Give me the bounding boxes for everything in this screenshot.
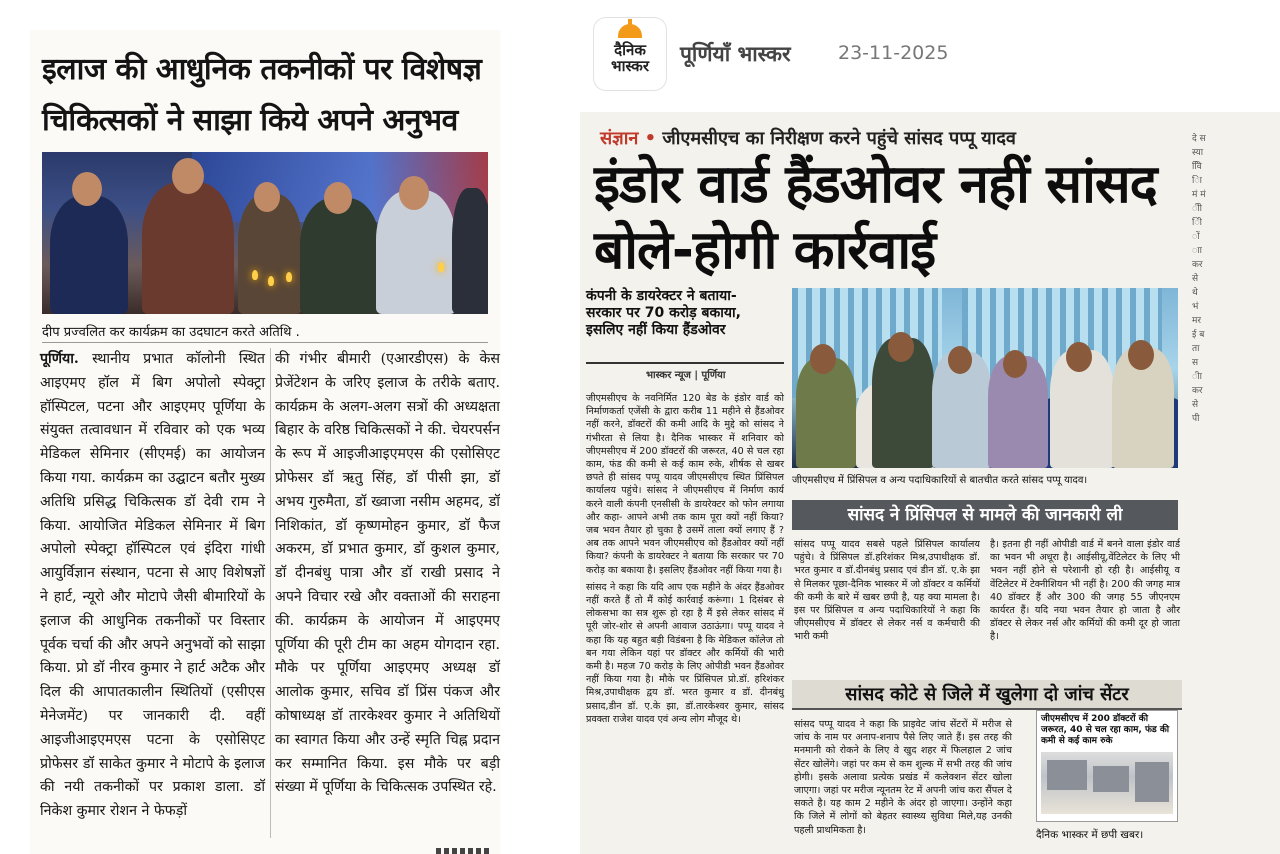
photo-person-head <box>324 182 352 214</box>
photo-person <box>238 194 302 314</box>
kicker-text: जीएमसीएच का निरीक्षण करने पहुंचे सांसद पप्पू यादव <box>656 128 1016 149</box>
photo-person-head <box>1003 350 1027 378</box>
photo-person-head <box>888 332 914 362</box>
article-paragraph: जीएमसीएच के नवनिर्मित 120 बेड के इंडोर वार्ड को निर्माणकर्ता एजेंसी के द्वारा करीब 11 महीने से हैंडओवर नहीं करने, डॉक्टरों की कमी आदि के मुद्दे को सांसद ने गंभीरता से लिया है। दैनिक भास्कर में शनिवार को जीएमसीएच में 200 डॉक्टरों की जरूरत, 40 से चल रहा काम, फंड की कमी से कई काम रुके, शीर्षक से खबर छपते ही सांसद पप्पू यादव जीएमसीएच स्थित प्रिंसिपल कार्यालय पहुंचे। सांसद ने जीएमसीएच में निर्माण कार्य करने वाली कंपनी एनसीसी के डायरेक्टर को फोन लगाया और कहा- आपने अभी तक काम पूरा क्यों नहीं किया? जब भवन तैयार हो चुका है उसमें ताला क्यों लगाए हैं ? अब तक आपने भवन जीएमसीएच को हैंडओवर क्यों नहीं किया? कंपनी के डायरेक्टर ने बताया कि सरकार पर 70 करोड़ का बकाया है। इसलिए हैंडओवर नहीं किया गया है। <box>586 393 784 576</box>
photo-person <box>452 188 488 314</box>
left-article-column-1 <box>40 348 265 824</box>
photo-person-head <box>172 158 204 194</box>
photo-person-head <box>399 176 429 210</box>
lamp-lighting-photo <box>42 152 488 314</box>
previous-article-inset <box>1036 710 1178 822</box>
photo-person-head <box>72 172 102 206</box>
lamp-flame <box>438 262 444 272</box>
footer-mark <box>436 848 491 854</box>
logo-text-line: भास्कर <box>611 57 649 75</box>
kicker-place: संज्ञान • <box>600 128 657 149</box>
deck-subheadline: कंपनी के डायरेक्टर ने बताया-सरकार पर 70 करोड़ बकाया, इसलिए नहीं किया हैंडओवर <box>586 288 741 338</box>
photo-person-head <box>1066 342 1092 372</box>
left-photo-caption: दीप प्रज्वलित कर कार्यक्रम का उदघाटन करते अतिथि . <box>42 325 300 340</box>
inset-image-block <box>1093 766 1129 792</box>
main-headline: इंडोर वार्ड हैंडओवर नहीं सांसद बोले-होगी कार्रवाई <box>594 154 1157 281</box>
photo-person-head <box>254 182 280 212</box>
section-subhead: सांसद कोटे से जिले में खुलेगा दो जांच सेंटर <box>792 680 1182 710</box>
right-news-clipping <box>580 0 1280 854</box>
left-news-clipping <box>30 30 500 854</box>
inset-image-block <box>1047 760 1087 790</box>
kicker <box>600 126 1016 150</box>
photo-person-head <box>1128 340 1154 370</box>
article-text: स्थानीय प्रभात कॉलोनी स्थित आइएमए हॉल में बिग अपोलो स्पेक्ट्रा हॉस्पिटल, पटना और आइएमए पूर्णिया के संयुक्त तत्वावधान में रविवार को एक भव्य मेडिकल सेमिनार (सीएमई) का आयोजन किया गया. कार्यक्रम का उद्घाटन बतौर मुख्य अतिथि प्रसिद्ध चिकित्सक डॉ देवी राम ने किया. आयोजित मेडिकल सेमिनार में बिग अपोलो स्पेक्ट्रा हॉस्पिटल एवं इंदिरा गांधी आयुर्विज्ञान संस्थान, पटना से आए विशेषज्ञों ने हार्ट, न्यूरो और मोटापे जैसी बीमारियों के इलाज की आधुनिक तकनीकों पर विस्तार पूर्वक चर्चा की और अपने अनुभवों को साझा किया. प्रो डॉ नीरव कुमार ने हार्ट अटैक और दिल की आपातकालीन स्थितियों (एसीएस मेनेजमेंट) पर जानकारी दी. वहीं आइजीआइएमएस पटना के एसोसिएट प्रोफेसर डॉ साकेत कुमार ने मोटापे के इलाज की नयी तकनीकों पर प्रकाश डाला. डॉ निकेश कुमार रोशन ने फेफड़ों <box>40 351 265 820</box>
sun-icon <box>618 24 642 38</box>
section-subhead: सांसद ने प्रिंसिपल से मामले की जानकारी ली <box>792 500 1178 530</box>
logo-text <box>594 42 666 74</box>
caption-divider <box>42 342 488 343</box>
photo-person-head <box>948 346 972 374</box>
inset-image <box>1041 752 1173 814</box>
logo-text-line: दैनिक <box>614 41 646 59</box>
right-photo-caption: जीएमसीएच में प्रिंसिपल व अन्य पदाधिकारियों से बातचीत करते सांसद पप्पू यादव। <box>792 475 1088 486</box>
deck-divider <box>586 362 784 364</box>
photo-person <box>796 358 856 468</box>
left-headline: इलाज की आधुनिक तकनीकों पर विशेषज्ञ चिकित्सकों ने साझा किये अपने अनुभव <box>42 52 482 138</box>
article-paragraph: सांसद ने कहा कि यदि आप एक महीने के अंदर हैंडओवर नहीं करते हैं तो मैं कोई कार्रवाई करूंगा। 1 दिसंबर से लोकसभा का सत्र शुरू हो रहा है मैं इसे लेकर सांसद में पूरी जोर-शोर से अपनी आवाज उठाऊंगा। पप्पू यादव ने कहा कि यह बहुत बड़ी विडंबना है कि मेडिकल कॉलेज तो बन गया लेकिन यहां पर डॉक्टर और कर्मियों की भारी कमी है। महज 70 करोड़ के लिए ओपीडी भवन हैंडओवर नहीं किया गया है। मौके पर प्रिंसिपल प्रो.डॉ. हरिशंकर मिश्र,उपाधीक्षक द्वय डॉ. भरत कुमार व डॉ. दीनबंधु प्रसाद,डीन डॉ. ए.के झा, डॉ.तारकेश्वर कुमार, सांसद प्रवक्ता राजेश यादव एवं अन्य लोग मौजूद थे। <box>586 581 784 725</box>
dainik-bhaskar-logo <box>594 18 666 90</box>
inset-headline: जीएमसीएच में 200 डॉक्टरों की जरूरत, 40 से चल रहा काम, फंड की कमी से कई काम रुके <box>1041 714 1170 746</box>
inset-image-block <box>1135 762 1169 802</box>
left-article-column-2: की गंभीर बीमारी (एआरडीएस) के केस प्रेजेंटेशन के जरिए इलाज के तरीके बताए. कार्यक्रम के अलग-अलग सत्रों की अध्यक्षता बिहार के वरिष्ठ चिकित्सकों ने की. चेयरपर्सन के रूप में आइजीआइएमएस की एसोसिएट प्रोफेसर डॉ ऋतु सिंह, डॉ पीसी झा, डॉ अभय गुरुमैता, डॉ ख्वाजा नसीम अहमद, डॉ निशिकांत, डॉ कृष्णमोहन कुमार, डॉ फैज अकरम, डॉ प्रभात कुमार, डॉ कुशल कुमार, डॉ दीनबंधु पात्रा और डॉ राखी प्रसाद ने अपने विचार रखे और वक्ताओं की सराहना की. कार्यक्रम के आयोजन में आइएमए पूर्णिया की पूरी टीम का अहम योगदान रहा. मौके पर पूर्णिया आइएमए अध्यक्ष डॉ आलोक कुमार, सचिव डॉ प्रिंस पंकज और कोषाध्यक्ष डॉ तारकेश्वर कुमार ने अतिथियों का स्वागत किया और उन्हें स्मृति चिह्न प्रदान कर सम्मानित किया. इस मौके पर बड़ी संख्या में पूर्णिया के चिकित्सक उपस्थित रहे. <box>275 351 500 796</box>
byline: भास्कर न्यूज | पूर्णिया <box>646 370 726 381</box>
lamp-flame <box>286 272 292 282</box>
photo-person <box>142 182 234 314</box>
dateline: पूर्णिया. <box>40 351 79 367</box>
section-column: है। इतना ही नहीं ओपीडी वार्ड में बनने वाला इंडोर वार्ड का भवन भी अधूरा है। आईसीयू,वेंटिलेटर के लिए भी भवन नहीं होने से परेशानी हो रही है। आईसीयू व वेंटिलेटर में टेक्नीशियन भी नहीं है। 200 की जगह मात्र 40 डॉक्टर हैं और 300 की जगह 55 जीएनएम कार्यरत हैं। यदि नया भवन तैयार हो जाता है और डॉक्टर से लेकर नर्स और कर्मियों की कमी दूर हो जाता है। <box>990 539 1180 643</box>
section-column: सांसद पप्पू यादव सबसे पहले प्रिंसिपल कार्यालय पहुंचे। वे प्रिंसिपल डॉ.हरिशंकर मिश्र,उपाधीक्षक डॉ. भरत कुमार व डॉ.दीनबंधु प्रसाद एवं डीन डॉ. ए.के झा से मिलकर पूछा-दैनिक भास्कर में जो डॉक्टर व कर्मियों की कमी के बारे में खबर छपी है, यह क्या मामला है। इस पर प्रिंसिपल व अन्य पदाधिकारियों ने कहा कि जीएमसीएच में डॉक्टर से लेकर नर्स व कर्मचारी की भारी कमी <box>794 539 980 643</box>
photo-person <box>300 198 380 314</box>
photo-person-head <box>810 344 836 374</box>
adjacent-column-edge: दे स स्या विि िा मं मं ीी ीि ों ाा कर से थे भं मर ई बता स ीा कर से पी <box>1192 134 1206 424</box>
newspaper-page <box>580 112 1280 854</box>
lamp-flame <box>268 276 274 286</box>
inset-caption: दैनिक भास्कर में छपी खबर। <box>1036 829 1144 841</box>
lamp-flame <box>252 270 258 280</box>
column-divider <box>270 348 271 838</box>
publication-name: पूर्णियाँ भास्कर <box>680 42 791 66</box>
section-column: सांसद पप्पू यादव ने कहा कि प्राइवेट जांच सेंटरों में मरीज से जांच के नाम पर अनाप-शनाप पैसे लिए जाते हैं। इस तरह की मनमानी को रोकने के लिए वे खुद शहर में फिलहाल 2 जांच सेंटर खोलेंगे। जहां पर कम से कम शुल्क में सभी तरह की जांच होगी। इसके अलावा प्रत्येक प्रखंड में कलेक्शन सेंटर खोला जाएगा। जहां पर मरीज न्यूनतम रेट में अपनी जांच करा सैंपल दे सकते है। यह काम 2 महीने के अंदर हो जाएगा। उन्होंने कहा कि जिले में लोगों को बेहतर स्वास्थ्य सुविधा मिले,यह उनकी पहली प्राथमिकता है। <box>794 719 1012 836</box>
publication-date: 23-11-2025 <box>838 42 949 64</box>
right-article-body <box>586 392 784 730</box>
photo-person <box>50 196 128 314</box>
inspection-photo <box>792 288 1178 468</box>
